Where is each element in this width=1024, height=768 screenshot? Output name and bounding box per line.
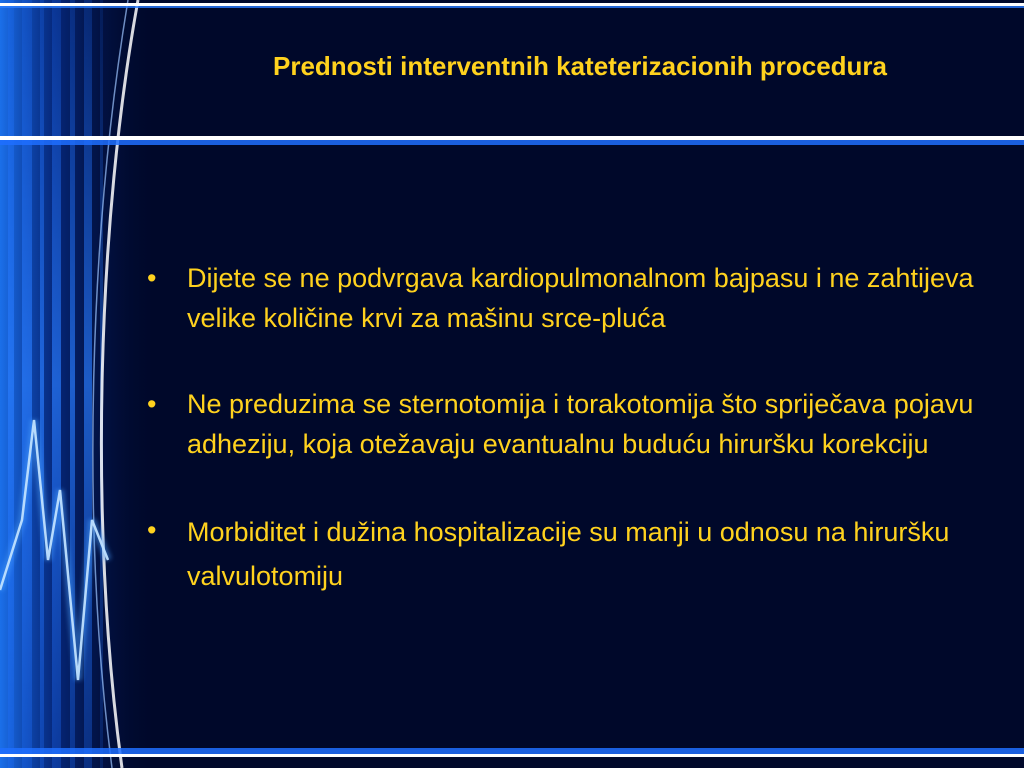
bullet-item xyxy=(147,258,1007,338)
top-line-glow xyxy=(0,6,1024,8)
bullet-dot-icon: • xyxy=(147,515,157,545)
bullet-dot-icon: • xyxy=(147,263,157,293)
bottom-line-glow xyxy=(0,748,1024,754)
bottom-line xyxy=(0,754,1024,757)
bullet-item xyxy=(147,510,1007,598)
bullet-text: Ne preduzima se sternotomija i torakotomija što spriječava pojavu adheziju, koja otežavaju evantualnu buduću hiruršku korekciju xyxy=(187,389,974,459)
top-line xyxy=(0,3,1024,6)
bullet-text: Dijete se ne podvrgava kardiopulmonalnom bajpasu i ne zahtijeva velike količine krvi za mašinu srce-pluća xyxy=(187,263,974,333)
vertical-stripes xyxy=(8,0,103,768)
slide-title: Prednosti interventnih kateterizacionih procedura xyxy=(272,51,888,81)
bullet-item xyxy=(147,384,1007,464)
bullet-dot-icon: • xyxy=(147,389,157,419)
bullet-text: Morbiditet i dužina hospitalizacije su manji u odnosu na hiruršku valvulotomiju xyxy=(187,517,950,591)
header-divider-glow xyxy=(0,140,1024,145)
bullet-list xyxy=(147,258,1007,644)
header-divider xyxy=(0,136,1024,140)
